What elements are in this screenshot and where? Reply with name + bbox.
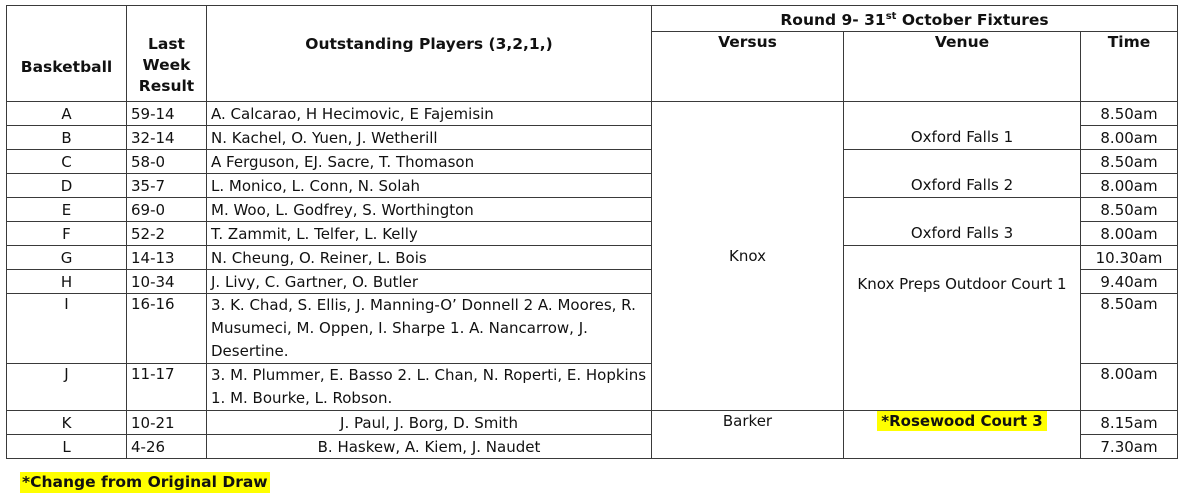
result-cell: 10-34 xyxy=(127,270,207,294)
result-cell: 52-2 xyxy=(127,222,207,246)
result-cell: 32-14 xyxy=(127,126,207,150)
players-cell: 3. K. Chad, S. Ellis, J. Manning-O’ Donnell 2 A. Moores, R. Musumeci, M. Oppen, I. Sharpe 1. A. Nancarrow, J. Desertine. xyxy=(207,294,652,364)
venue-oxford-falls-2: Oxford Falls 2 xyxy=(844,150,1081,198)
team-cell: I xyxy=(7,294,127,364)
venue-rosewood-court-3: *Rosewood Court 3 xyxy=(844,411,1081,459)
team-cell: J xyxy=(7,364,127,411)
result-cell: 11-17 xyxy=(127,364,207,411)
result-cell: 59-14 xyxy=(127,102,207,126)
versus-barker: Barker xyxy=(652,411,844,459)
players-cell: A. Calcarao, H Hecimovic, E Fajemisin xyxy=(207,102,652,126)
header-round-title: Round 9- 31st October Fixtures xyxy=(652,6,1178,32)
header-versus: Versus xyxy=(652,32,844,102)
time-cell: 10.30am xyxy=(1081,246,1178,270)
result-cell: 14-13 xyxy=(127,246,207,270)
table-row xyxy=(7,411,1178,435)
header-time: Time xyxy=(1081,32,1178,102)
players-cell: J. Livy, C. Gartner, O. Butler xyxy=(207,270,652,294)
team-cell: F xyxy=(7,222,127,246)
time-cell: 8.50am xyxy=(1081,102,1178,126)
result-cell: 4-26 xyxy=(127,435,207,459)
players-cell: N. Kachel, O. Yuen, J. Wetherill xyxy=(207,126,652,150)
time-cell: 8.00am xyxy=(1081,364,1178,411)
venue-oxford-falls-3: Oxford Falls 3 xyxy=(844,198,1081,246)
time-cell: 8.15am xyxy=(1081,411,1178,435)
team-cell: D xyxy=(7,174,127,198)
team-cell: L xyxy=(7,435,127,459)
players-cell: L. Monico, L. Conn, N. Solah xyxy=(207,174,652,198)
players-cell: J. Paul, J. Borg, D. Smith xyxy=(207,411,652,435)
result-cell: 58-0 xyxy=(127,150,207,174)
time-cell: 9.40am xyxy=(1081,270,1178,294)
result-cell: 10-21 xyxy=(127,411,207,435)
team-cell: C xyxy=(7,150,127,174)
time-cell: 8.50am xyxy=(1081,150,1178,174)
header-outstanding-players: Outstanding Players (3,2,1,) xyxy=(207,6,652,102)
time-cell: 7.30am xyxy=(1081,435,1178,459)
venue-knox-preps-outdoor-court-1: Knox Preps Outdoor Court 1 xyxy=(844,246,1081,411)
change-note: *Change from Original Draw xyxy=(22,473,268,491)
versus-knox: Knox xyxy=(652,102,844,411)
table-row xyxy=(7,198,1178,222)
players-cell: 3. M. Plummer, E. Basso 2. L. Chan, N. Roperti, E. Hopkins 1. M. Bourke, L. Robson. xyxy=(207,364,652,411)
players-cell: N. Cheung, O. Reiner, L. Bois xyxy=(207,246,652,270)
team-cell: K xyxy=(7,411,127,435)
players-cell: T. Zammit, L. Telfer, L. Kelly xyxy=(207,222,652,246)
players-cell: M. Woo, L. Godfrey, S. Worthington xyxy=(207,198,652,222)
team-cell: E xyxy=(7,198,127,222)
result-cell: 35-7 xyxy=(127,174,207,198)
table-row xyxy=(7,150,1178,174)
result-cell: 69-0 xyxy=(127,198,207,222)
result-cell: 16-16 xyxy=(127,294,207,364)
team-cell: H xyxy=(7,270,127,294)
team-cell: G xyxy=(7,246,127,270)
players-cell: B. Haskew, A. Kiem, J. Naudet xyxy=(207,435,652,459)
time-cell: 8.00am xyxy=(1081,222,1178,246)
time-cell: 8.50am xyxy=(1081,294,1178,364)
venue-oxford-falls-1: Oxford Falls 1 xyxy=(844,102,1081,150)
time-cell: 8.50am xyxy=(1081,198,1178,222)
team-cell: A xyxy=(7,102,127,126)
table-row xyxy=(7,246,1178,270)
team-cell: B xyxy=(7,126,127,150)
header-basketball: Basketball xyxy=(7,6,127,102)
players-cell: A Ferguson, EJ. Sacre, T. Thomason xyxy=(207,150,652,174)
table-row xyxy=(7,102,1178,126)
time-cell: 8.00am xyxy=(1081,126,1178,150)
fixtures-table xyxy=(6,5,1178,459)
header-venue: Venue xyxy=(844,32,1081,102)
time-cell: 8.00am xyxy=(1081,174,1178,198)
header-last-week-result: Last Week Result xyxy=(127,6,207,102)
